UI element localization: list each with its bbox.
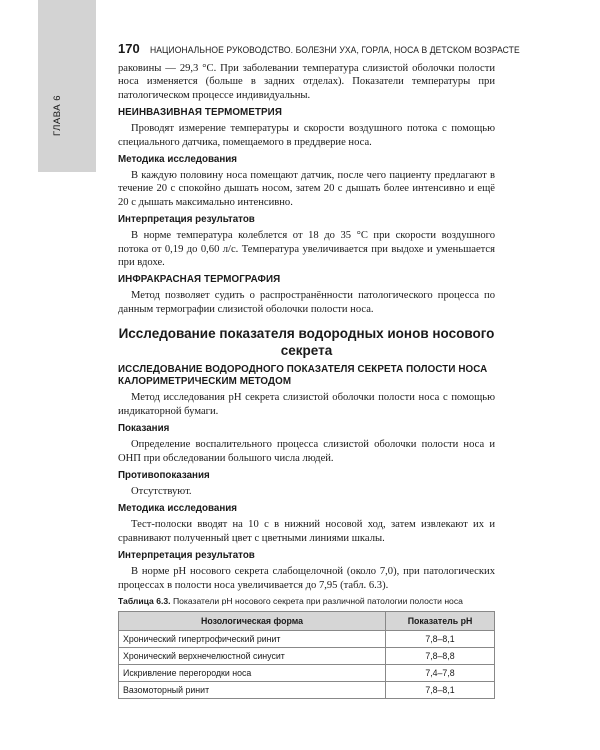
chapter-side-tab: [38, 0, 96, 172]
paragraph: В норме рН носового секрета слабощелочной (около 7,0), при патологических процессах в полости носа увеличивается до 7,95 (табл. 6.3).: [118, 566, 495, 591]
running-title: НАЦИОНАЛЬНОЕ РУКОВОДСТВО. БОЛЕЗНИ УХА, ГОРЛА, НОСА В ДЕТСКОМ ВОЗРАСТЕ: [150, 45, 520, 55]
subheading-interpretation: Интерпретация результатов: [118, 214, 255, 226]
table-row: [119, 647, 495, 664]
cell-nosology: Хронический верхнечелюстной синусит: [119, 647, 386, 664]
cell-ph: 7,8–8,1: [386, 630, 495, 647]
subheading-method: Методика исследования: [118, 154, 237, 166]
paragraph: В каждую половину носа помещают датчик, после чего пациенту предлагают в течение 20 с спокойно дышать носом, затем 20 с дышать более интенсивно и ещё 20 с дышать максимально интенсивно.: [118, 170, 495, 208]
heading-ph-calorimetric: ИССЛЕДОВАНИЕ ВОДОРОДНОГО ПОКАЗАТЕЛЯ СЕКРЕТА ПОЛОСТИ НОСА КАЛОРИМЕТРИЧЕСКИМ МЕТОДОМ: [118, 364, 488, 388]
paragraph: Проводят измерение температуры и скорости воздушного потока с помощью специального датчика, помещаемого в преддверие носа.: [118, 123, 495, 148]
table-caption: [118, 596, 495, 607]
table-caption-label: Таблица 6.3.: [118, 595, 171, 606]
table-row: [119, 681, 495, 698]
table-row: [119, 630, 495, 647]
subheading-interpretation: Интерпретация результатов: [118, 550, 255, 562]
cell-nosology: Хронический гипертрофический ринит: [119, 630, 386, 647]
page-number: 170: [118, 41, 140, 56]
paragraph: Определение воспалительного процесса слизистой оболочки полости носа и ОНП при обследовании большого числа людей.: [118, 439, 495, 464]
cell-nosology: Искривление перегородки носа: [119, 664, 386, 681]
page-header: [118, 40, 520, 58]
paragraph: Тест-полоски вводят на 10 с в нижний носовой ход, затем извлекают их и сравнивают полученный цвет с цветными линиями шкалы.: [118, 519, 495, 544]
cell-ph: 7,8–8,1: [386, 681, 495, 698]
heading-infrared-thermography: ИНФРАКРАСНАЯ ТЕРМОГРАФИЯ: [118, 274, 281, 286]
table-caption-text: Показатели рН носового секрета при различной патологии полости носа: [172, 595, 463, 606]
subheading-indications: Показания: [118, 423, 170, 435]
page-content: [118, 62, 495, 699]
heading-noninvasive-thermometry: НЕИНВАЗИВНАЯ ТЕРМОМЕТРИЯ: [118, 107, 282, 119]
cell-nosology: Вазомоторный ринит: [119, 681, 386, 698]
paragraph: Метод исследования рН секрета слизистой оболочки полости носа с помощью индикаторной бумаги.: [118, 392, 495, 417]
cell-ph: 7,8–8,8: [386, 647, 495, 664]
table-header-row: [119, 611, 495, 630]
column-header-nosology: Нозологическая форма: [119, 611, 386, 630]
subheading-contraindications: Противопоказания: [118, 469, 210, 481]
column-header-ph: Показатель рН: [386, 611, 495, 630]
section-title: Исследование показателя водородных ионов носового секрета: [118, 326, 495, 359]
paragraph: Отсутствуют.: [131, 485, 192, 497]
chapter-label: ГЛАВА 6: [52, 95, 63, 136]
ph-table: [118, 611, 495, 699]
cell-ph: 7,4–7,8: [386, 664, 495, 681]
paragraph: В норме температура колеблется от 18 до 35 °С при скорости воздушного потока от 0,19 до 0,60 л/с. Температура увеличивается при выдохе и уменьшается при вдохе.: [118, 230, 495, 269]
paragraph: Метод позволяет судить о распространённости патологического процесса по данным термографии слизистой оболочки полости носа.: [118, 290, 495, 315]
subheading-method: Методика исследования: [118, 503, 237, 515]
table-row: [119, 664, 495, 681]
paragraph: раковины — 29,3 °С. При заболевании температура слизистой оболочки полости носа изменяется (больше в задних отделах). Показатели температуры при патологическом процессе индивидуальны.: [118, 63, 495, 101]
